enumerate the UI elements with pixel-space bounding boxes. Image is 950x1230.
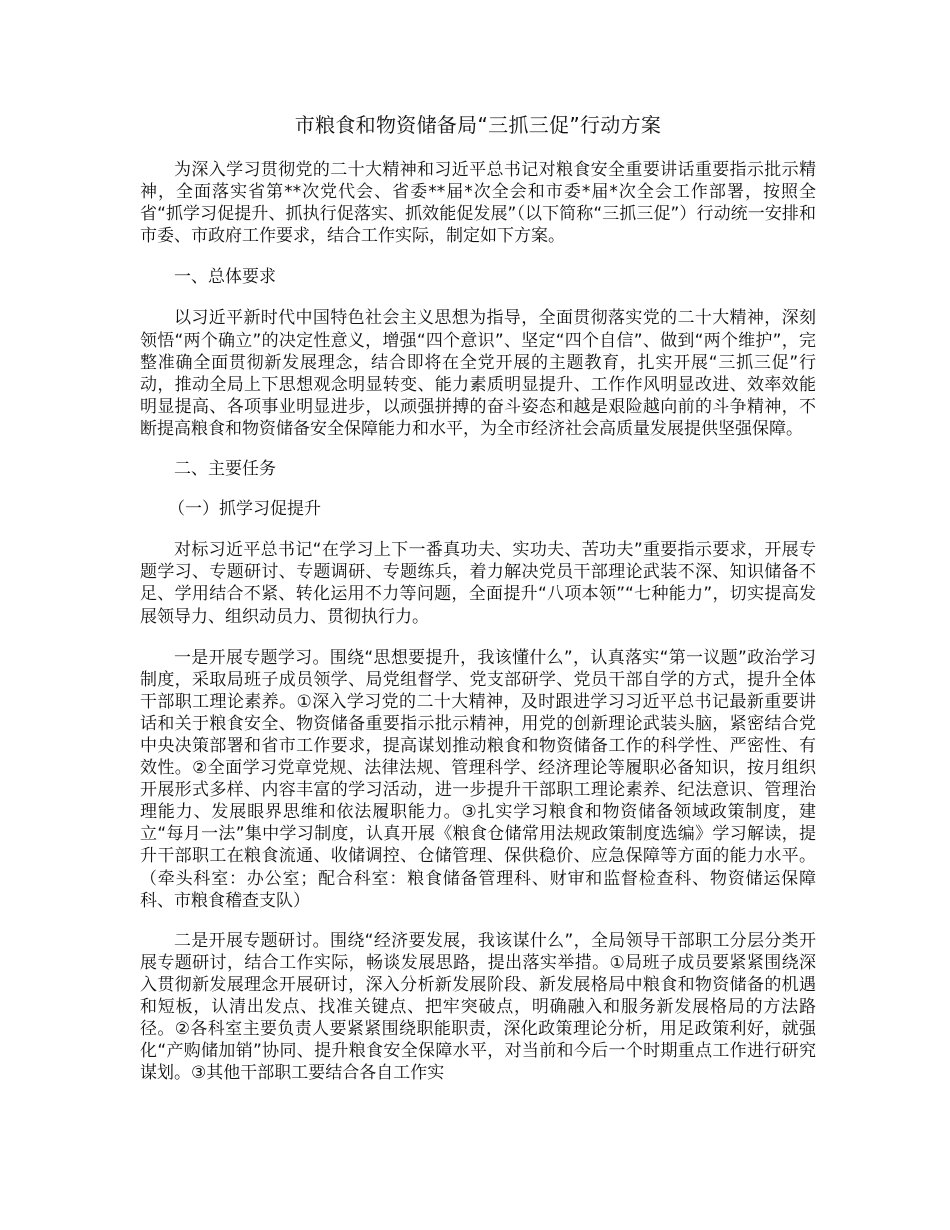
task-item-special-discussion: 二是开展专题研讨。围绕“经济要发展，我该谋什么”，全局领导干部职工分层分类开展专题研讨，结合工作实际，畅谈发展思路，提出落实举措。①局班子成员要紧紧围绕深入贯彻新发展理念开展研讨，深入分析新发展阶段、新发展格局中粮食和物资储备的机遇和短板，认清出发点、找准关键点、把牢突破点，明确融入和服务新发展格局的方法路径。②各科室主要负责人要紧紧围绕职能职责，深化政策理论分析，用足政策利好，就强化“产购储加销”协同、提升粮食安全保障水平，对当前和今后一个时期重点工作进行研究谋划。③其他干部职工要结合各自工作实 xyxy=(140,930,816,1084)
task-item-special-study: 一是开展专题学习。围绕“思想要提升，我该懂什么”，认真落实“第一议题”政治学习制度，采取局班子成员领学、局党组督学、党支部研学、党员干部自学的方式，提升全体干部职工理论素养。①深入学习党的二十大精神，及时跟进学习习近平总书记最新重要讲话和关于粮食安全、物资储备重要指示批示精神，用党的创新理论武装头脑，紧密结合党中央决策部署和省市工作要求，提高谋划推动粮食和物资储备工作的科学性、严密性、有效性。②全面学习党章党规、法律法规、管理科学、经济理论等履职必备知识，按月组织开展形式多样、内容丰富的学习活动，进一步提升干部职工理论素养、纪法意识、管理治理能力、发展眼界思维和依法履职能力。③扎实学习粮食和物资储备领域政策制度，建立“每月一法”集中学习制度，认真开展《粮食仓储常用法规政策制度选编》学习解读，提升干部职工在粮食流通、收储调控、仓储管理、保供稳价、应急保障等方面的能力水平。（牵头科室：办公室；配合科室：粮食储备管理科、财审和监督检查科、物资储运保障科、市粮食稽查支队） xyxy=(140,647,816,911)
subsection-heading-study: （一）抓学习促提升 xyxy=(168,499,322,520)
intro-paragraph: 为深入学习贯彻党的二十大精神和习近平总书记对粮食安全重要讲话重要指示批示精神，全面落实省第**次党代会、省委**届*次全会和市委*届*次全会工作部署，按照全省“抓学习促提升、抓执行促落实、抓效能促发展”（以下简称“三抓三促”）行动统一安排和市委、市政府工作要求，结合工作实际，制定如下方案。 xyxy=(140,160,816,247)
document-title: 市粮食和物资储备局“三抓三促”行动方案 xyxy=(294,113,662,137)
section-heading-main-tasks: 二、主要任务 xyxy=(174,459,276,480)
section-heading-general-requirements: 一、总体要求 xyxy=(174,267,276,288)
study-overview-paragraph: 对标习近平总书记“在学习上下一番真功夫、实功夫、苦功夫”重要指示要求，开展专题学习、专题研讨、专题调研、专题练兵，着力解决党员干部理论武装不深、知识储备不足、学用结合不紧、转化运用不力等问题，全面提升“八项本领”“七种能力”，切实提高发展领导力、组织动员力、贯彻执行力。 xyxy=(140,540,816,627)
general-requirements-paragraph: 以习近平新时代中国特色社会主义思想为指导，全面贯彻落实党的二十大精神，深刻领悟“两个确立”的决定性意义，增强“四个意识”、坚定“四个自信”、做到“两个维护”，完整准确全面贯彻新发展理念，结合即将在全党开展的主题教育，扎实开展“三抓三促”行动，推动全局上下思想观念明显转变、能力素质明显提升、工作作风明显改进、效率效能明显提高、各项事业明显进步，以顽强拼搏的奋斗姿态和越是艰险越向前的斗争精神，不断提高粮食和物资储备安全保障能力和水平，为全市经济社会高质量发展提供坚强保障。 xyxy=(140,308,816,439)
document-page xyxy=(140,108,816,1084)
